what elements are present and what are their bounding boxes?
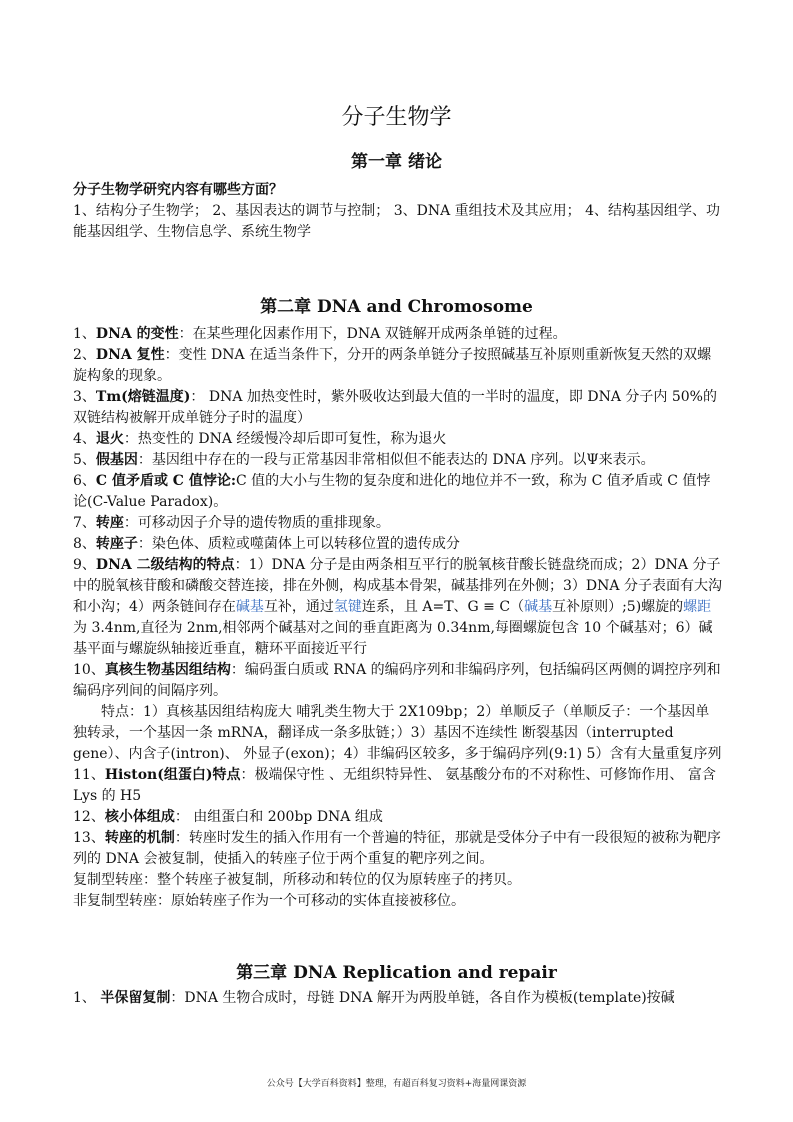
item-definition: DNA 加热变性时，紫外吸收达到最大值的一半时的温度，即 DNA 分子内 50%的双链结构被解开成单链分子时的温度） bbox=[73, 389, 717, 426]
chapter-3-item-1-number: 1、 bbox=[73, 990, 101, 1006]
definition-item bbox=[73, 345, 723, 387]
item-9 bbox=[73, 555, 723, 660]
item-term: 转座 bbox=[95, 515, 124, 531]
item-term: DNA 复性 bbox=[95, 347, 165, 363]
item-9-term: DNA 二级结构的特点 bbox=[95, 557, 235, 573]
definition-item bbox=[73, 828, 723, 870]
page-title: 分子生物学 bbox=[341, 105, 452, 130]
link-hydrogen-bond[interactable]: 氢键 bbox=[333, 599, 362, 615]
item-10-number: 10、 bbox=[73, 662, 105, 678]
item-10-term: 真核生物基因组结构 bbox=[104, 662, 231, 678]
chapter-1-answer: 1、结构分子生物学； 2、基因表达的调节与控制； 3、DNA 重组技术及其应用； 4、结构基因组学、功能基因组学、生物信息学、系统生物学 bbox=[73, 203, 721, 240]
item-term: 假基因 bbox=[95, 452, 138, 468]
definition-item bbox=[73, 387, 723, 429]
definition-item bbox=[73, 324, 723, 345]
item-10-separator: ： bbox=[230, 662, 245, 678]
item-term: 转座子 bbox=[95, 536, 138, 552]
item-9-number: 9、 bbox=[73, 557, 96, 573]
item-term: 退火 bbox=[95, 431, 124, 447]
item-separator: ： bbox=[164, 347, 179, 363]
definition-item bbox=[73, 534, 723, 555]
chapter-3-item-1-definition: DNA 生物合成时，母链 DNA 解开为两股单链，各自作为模板(template)按碱 bbox=[184, 990, 675, 1006]
item-term: C 值矛盾或 C 值悖论: bbox=[95, 473, 236, 489]
definition-item bbox=[73, 513, 723, 534]
item-number: 1、 bbox=[73, 326, 96, 342]
chapter-2-heading: 第二章 DNA and Chromosome bbox=[260, 297, 533, 317]
item-separator: ： bbox=[123, 431, 138, 447]
item-definition: 转座时发生的插入作用有一个普遍的特征，那就是受体分子中有一段很短的被称为靶序列的 DNA 会被复制，使插入的转座子位于两个重复的靶序列之间。 bbox=[73, 830, 721, 867]
item-number: 3、 bbox=[73, 389, 96, 405]
chapter-2-definition-list bbox=[73, 324, 723, 555]
item-9-text: 互补，通过 bbox=[263, 599, 334, 615]
item-term: 转座的机制 bbox=[104, 830, 175, 846]
item-separator: ： bbox=[178, 326, 193, 342]
item-definition: 在某些理化因素作用下，DNA 双链解开成两条单链的过程。 bbox=[192, 326, 567, 342]
chapter-3-content bbox=[73, 988, 723, 1009]
item-number: 2、 bbox=[73, 347, 96, 363]
item-10-features: 特点：1）真核基因组结构庞大 哺乳类生物大于 2X109bp；2）单顺反子（单顺反子：一个基因单独转录，一个基因一条 mRNA，翻译成一条多肽链；）3）基因不连续性 断裂基因（interrupted gene）、内含子(intron)、 外显子(exon)；4）非编码区较多，多于编码序列(9:1) 5）含有大量重复序列 bbox=[73, 704, 722, 762]
page-footer: 公众号【大学百科资料】整理，有超百科复习资料+海量网课资源 bbox=[266, 1079, 527, 1089]
item-separator: ： bbox=[123, 515, 138, 531]
item-9-text: 1）DNA 分子是由两条相互平行的脱氧核苷酸长链盘绕而成；2）DNA 分子中的脱氧核苷酸和磷酸交替连接，排在外侧，构成基本骨架，碱基排列在外侧；3）DNA 分子表面有大沟和小沟；4）两条链间存在 bbox=[73, 557, 722, 615]
item-definition: 染色体、质粒或噬菌体上可以转移位置的遗传成分 bbox=[151, 536, 460, 552]
item-definition: 由组蛋白和 200bp DNA 组成 bbox=[193, 809, 383, 825]
link-base-pair[interactable]: 碱基 bbox=[235, 599, 264, 615]
definition-item bbox=[73, 471, 723, 513]
item-9-text: 为 3.4nm,直径为 2nm,相邻两个碱基对之间的垂直距离为 0.34nm,每圈螺旋包含 10 个碱基对；6）碱基平面与螺旋纵轴接近垂直，糖环平面接近平行 bbox=[73, 620, 713, 657]
item-number: 4、 bbox=[73, 431, 96, 447]
item-separator: ： bbox=[190, 389, 209, 405]
item-number: 7、 bbox=[73, 515, 96, 531]
item-number: 8、 bbox=[73, 536, 96, 552]
chapter-2-content bbox=[73, 324, 723, 912]
item-number: 5、 bbox=[73, 452, 96, 468]
link-helix-pitch[interactable]: 螺距 bbox=[683, 599, 712, 615]
definition-item bbox=[73, 429, 723, 450]
note-nonreplicative-transposition: 非复制型转座：原始转座子作为一个可移动的实体直接被移位。 bbox=[73, 893, 465, 909]
chapter-1-question: 分子生物学研究内容有哪些方面？ bbox=[73, 182, 283, 198]
definition-item bbox=[73, 807, 723, 828]
item-definition: 基因组中存在的一段与正常基因非常相似但不能表达的 DNA 序列。以Ψ来表示。 bbox=[151, 452, 655, 468]
item-term: DNA 的变性 bbox=[95, 326, 179, 342]
item-separator: ： bbox=[137, 536, 152, 552]
item-definition: 变性 DNA 在适当条件下，分开的两条单链分子按照碱基互补原则重新恢复天然的双螺旋构象的现象。 bbox=[73, 347, 712, 384]
chapter-3-item-1-term: 半保留复制 bbox=[100, 990, 171, 1006]
item-separator: ： bbox=[174, 830, 189, 846]
item-number: 13、 bbox=[73, 830, 105, 846]
chapter-2-definition-list-tail bbox=[73, 765, 723, 870]
item-term: Tm(熔链温度) bbox=[95, 389, 191, 405]
link-base-pair[interactable]: 碱基 bbox=[524, 599, 553, 615]
item-9-text: 互补原则）;5)螺旋的 bbox=[552, 599, 684, 615]
item-separator: ： bbox=[137, 452, 152, 468]
note-replicative-transposition: 复制型转座：整个转座子被复制，所移动和转位的仅为原转座子的拷贝。 bbox=[73, 872, 521, 888]
chapter-3-item-1-separator: ： bbox=[170, 990, 185, 1006]
item-9-text: 连系，且 A=T、G ≡ C（ bbox=[361, 599, 525, 615]
item-term: 核小体组成 bbox=[104, 809, 175, 825]
item-10 bbox=[73, 660, 723, 702]
item-term: Histon(组蛋白)特点 bbox=[104, 767, 241, 783]
item-separator: ： bbox=[240, 767, 255, 783]
definition-item bbox=[73, 765, 723, 807]
item-number: 12、 bbox=[73, 809, 105, 825]
chapter-3-item-1 bbox=[73, 988, 723, 1009]
item-10-definition: 编码蛋白质或 RNA 的编码序列和非编码序列，包括编码区两侧的调控序列和编码序列间的间隔序列。 bbox=[73, 662, 721, 699]
definition-item bbox=[73, 450, 723, 471]
item-9-separator: ： bbox=[234, 557, 249, 573]
item-definition: C 值的大小与生物的复杂度和进化的地位并不一致，称为 C 值矛盾或 C 值悖论(C-Value Paradox)。 bbox=[73, 473, 711, 510]
item-definition: 热变性的 DNA 经缓慢冷却后即可复性，称为退火 bbox=[137, 431, 447, 447]
chapter-3-heading: 第三章 DNA Replication and repair bbox=[236, 963, 557, 983]
item-number: 6、 bbox=[73, 473, 96, 489]
item-number: 11、 bbox=[73, 767, 105, 783]
item-definition: 可移动因子介导的遗传物质的重排现象。 bbox=[137, 515, 390, 531]
item-definition: 极端保守性 、无组织特异性、 氨基酸分布的不对称性、可修饰作用、 富含 Lys 的 H5 bbox=[73, 767, 716, 804]
chapter-1-heading: 第一章 绪论 bbox=[351, 152, 442, 172]
item-separator: ： bbox=[174, 809, 194, 825]
